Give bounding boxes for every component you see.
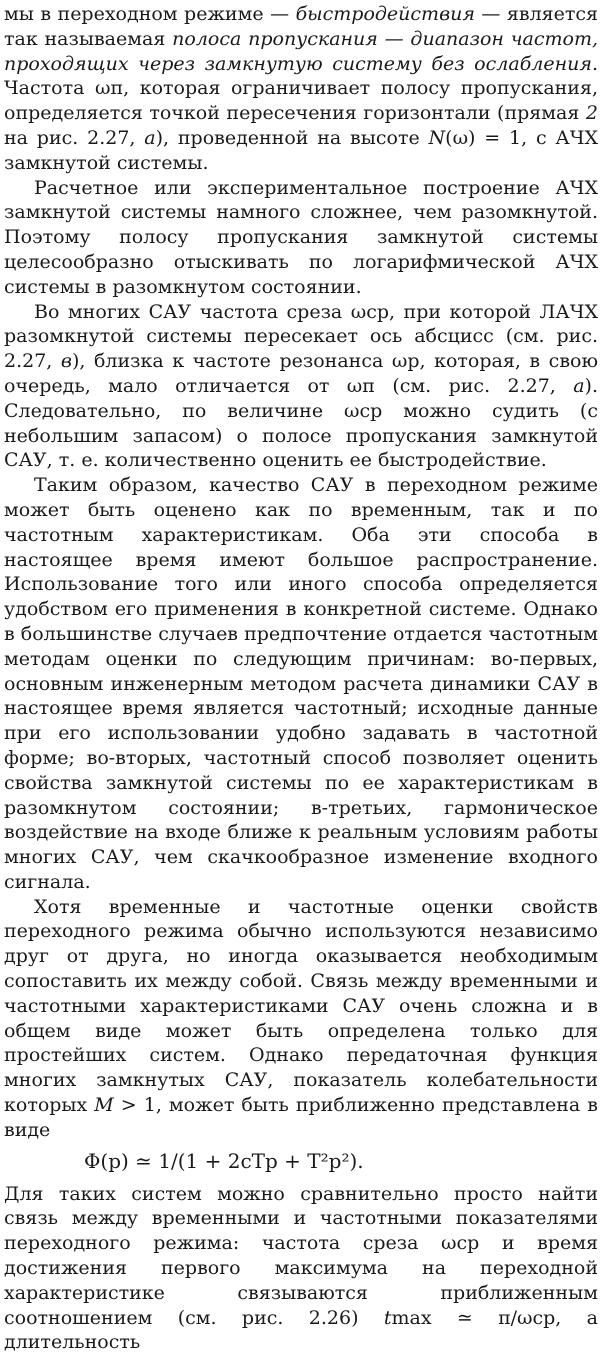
text-run: max ≃ π/ωср, а длительность [4, 1306, 598, 1354]
italic-text: 2 [585, 102, 598, 125]
italic-text: а [144, 126, 156, 149]
italic-text: а [573, 374, 585, 397]
text-run: Таким образом, качество САУ в переходном режиме может быть оценено как по временным, так и по частотным характеристикам. Оба эти способа в настоящее время имеют большое распространение. Использование того или иного способа определяется удобством его применения в конкретной системе. Однако в большинстве случаев предпочтение отдается частотным методам оценки по следующим причинам: во-первых, основным инженерным методом расчета динамики САУ в настоящее время является частотный; исходные данные при его использовании удобно задавать в частотной форме; во-вторых, частотный способ позволяет оценить свойства замкнутой системы по ее характеристикам в разомкнутом состоянии; в-третьих, гармоническое воздействие на входе ближе к реальным условиям работы многих САУ, чем скачкообразное изменение входного сигнала. [4, 474, 598, 893]
text-run: Во многих САУ частота среза ωср, при которой ЛАЧХ разомкнутой системы пересекает ось абсцисс (см. рис. 2.27, [4, 300, 598, 373]
italic-text: N [428, 126, 446, 149]
paragraph [4, 473, 598, 895]
text-run: Для таких систем можно сравнительно просто найти связь между временными и частотными показателями переходного режима: частота среза ωср и время достижения первого максимума на переходной характеристике связываются приближенным соотношением (см. рис. 2.26) [4, 1182, 598, 1329]
paragraph-last [4, 1182, 598, 1355]
text-run: Расчетное или экспериментальное построение АЧХ замкнутой системы намного сложнее, чем разомкнутой. Поэтому полосу пропускания замкнутой системы целесообразно отыскивать по логарифмической АЧХ системы в разомкнутом состоянии. [4, 176, 598, 298]
text-run: ), близка к частоте резонанса ωр, которая, в свою очередь, мало отличается от ωп (см. рис. 2.27, [4, 350, 598, 397]
paragraph [4, 176, 598, 300]
italic-text: t [383, 1306, 392, 1329]
text-run: — является так называемая [4, 3, 599, 50]
text-run: > 1, может быть приближенно представлена в виде [4, 1094, 598, 1141]
paragraph [4, 300, 598, 474]
italic-text: M [94, 1094, 114, 1117]
paragraph [4, 895, 598, 1143]
text-run: ), проведенной на высоте [155, 126, 429, 149]
italic-text: в [60, 350, 72, 373]
text-run: ). Следовательно, по величине ωср можно судить (с небольшим запасом) о полосе пропускания замкнутой САУ, т. е. количественно оценить ее быстродействие. [4, 374, 598, 472]
italic-text: быстродействия [295, 3, 475, 25]
text-run: на рис. 2.27, [4, 126, 145, 149]
text-run: Частота ωп, которая ограничивает полосу пропускания, определяется точкой пересечения горизонтали (прямая [4, 77, 598, 125]
text-run: Хотя временные и частотные оценки свойств переходного режима обычно используются независимо друг от друга, но иногда оказывается необходимым сопоставить их между собой. Связь между временными и частотными характеристиками САУ очень сложна и в общем виде может быть определена только для простейших систем. Однако передаточная функция многих замкнутых САУ, показатель колебательности которых [4, 895, 598, 1117]
italic-text: полоса пропускания — диапазон частот, проходящих через замкнутую систему без ослабления. [4, 27, 599, 75]
paragraph [4, 2, 598, 176]
text-run: мы в переходном режиме — [4, 3, 296, 25]
body-text [4, 2, 598, 1143]
text-run: (ω) = 1, с АЧХ замкнутой системы. [4, 126, 598, 174]
transfer-function-formula: Φ(p) ≃ 1/(1 + 2cTp + T²p²). [84, 1148, 364, 1173]
